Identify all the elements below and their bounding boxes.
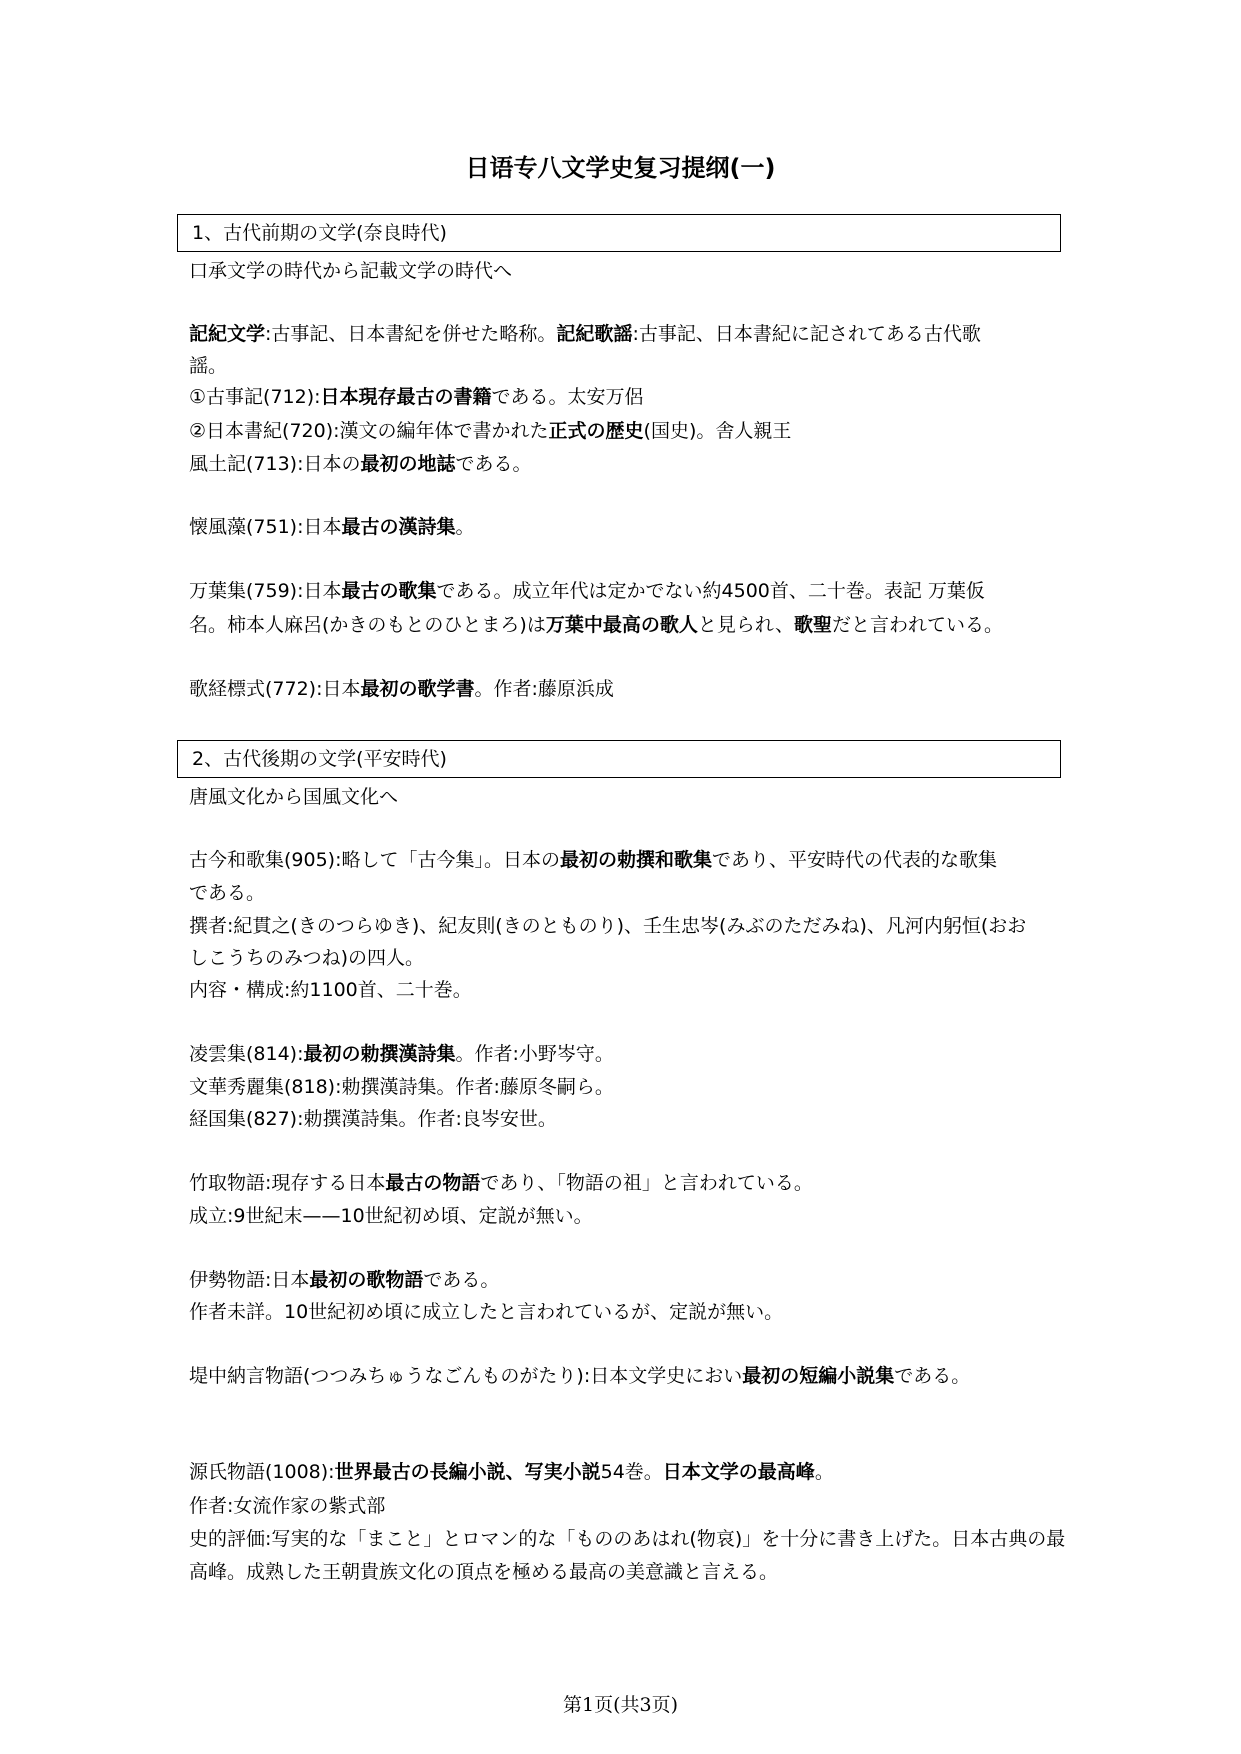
text-run: しこうちのみつね)の四人。 xyxy=(189,947,425,969)
bold-text-run: 歌聖 xyxy=(793,614,832,636)
text-line xyxy=(189,1494,385,1518)
text-run: 。作者:藤原浜成 xyxy=(474,678,614,700)
text-run: と見られ、 xyxy=(697,614,794,636)
text-line xyxy=(189,1268,499,1292)
text-line xyxy=(189,1364,970,1388)
bold-text-run: 最初の短編小説集 xyxy=(742,1365,895,1387)
bold-text-run: 最初の勅撰和歌集 xyxy=(560,849,713,871)
text-run: である。 xyxy=(455,453,532,475)
bold-text-run: 最初の歌物語 xyxy=(309,1269,424,1291)
text-run: 名。柿本人麻呂(かきのもとのひとまろ)は xyxy=(189,614,546,636)
bold-text-run: 最古の物語 xyxy=(385,1172,481,1194)
text-line xyxy=(189,419,791,443)
text-run: である。太安万侶 xyxy=(491,386,644,408)
text-run: 口承文学の時代から記載文学の時代へ xyxy=(189,260,513,282)
text-run: 内容・構成:約1100首、二十巻。 xyxy=(189,979,472,1001)
text-run: 成立:9世紀末——10世紀初め頃、定説が無い。 xyxy=(189,1205,593,1227)
text-run: 文華秀麗集(818):勅撰漢詩集。作者:藤原冬嗣ら。 xyxy=(189,1076,614,1098)
text-run: :古事記、日本書紀を併せた略称。 xyxy=(265,323,557,345)
text-run: ②日本書紀(720):漢文の編年体で書かれた xyxy=(189,420,549,442)
text-line xyxy=(189,613,1003,637)
text-line xyxy=(189,978,472,1002)
text-line xyxy=(189,259,512,283)
text-line xyxy=(189,848,997,872)
bold-text-run: 日本現存最古の書籍 xyxy=(320,386,492,408)
text-line xyxy=(189,1171,813,1195)
text-run: ①古事記(712): xyxy=(189,386,321,408)
text-run: 唐風文化から国風文化へ xyxy=(189,786,399,808)
text-line xyxy=(189,1107,557,1131)
text-run: 作者:女流作家の紫式部 xyxy=(189,1495,386,1517)
page-footer: 第1页(共3页) xyxy=(562,1694,678,1716)
text-line xyxy=(189,385,644,409)
bold-text-run: 最初の地誌 xyxy=(360,453,456,475)
bold-text-run: 記紀歌謡 xyxy=(556,323,633,345)
bold-text-run: 最初の歌学書 xyxy=(360,678,475,700)
text-line xyxy=(189,1300,783,1324)
text-run: 謡。 xyxy=(189,355,228,377)
bold-text-run: 万葉中最高の歌人 xyxy=(545,614,698,636)
text-line xyxy=(189,881,265,905)
text-run: 。 xyxy=(814,1461,834,1483)
text-run: 54巻。 xyxy=(600,1461,663,1483)
page-title: 日语专八文学史复习提纲(一) xyxy=(465,154,776,182)
text-run: 竹取物語:現存する日本 xyxy=(189,1172,386,1194)
text-run: 伊勢物語:日本 xyxy=(189,1269,310,1291)
text-line xyxy=(189,322,981,346)
text-run: 懐風藻(751):日本 xyxy=(189,516,342,538)
text-run: 史的評価:写実的な「まこと」とロマン的な「もののあはれ(物哀)」を十分に書き上げた。日本古典の最 xyxy=(189,1528,1066,1550)
text-run: であり、「物語の祖」と言われている。 xyxy=(480,1172,813,1194)
text-line xyxy=(189,1560,778,1584)
text-run: 古今和歌集(905):略して「古今集」。日本の xyxy=(189,849,560,871)
text-run: だと言われている。 xyxy=(832,614,1004,636)
text-line xyxy=(189,1042,614,1066)
bold-text-run: 世界最古の長編小説、写実小説 xyxy=(334,1461,601,1483)
bold-text-run: 最古の漢詩集 xyxy=(341,516,456,538)
text-run: 。作者:小野岑守。 xyxy=(455,1043,614,1065)
bold-text-run: 記紀文学 xyxy=(189,323,266,345)
text-run: 万葉集(759):日本 xyxy=(189,580,342,602)
bold-text-run: 最初の勅撰漢詩集 xyxy=(303,1043,456,1065)
text-run: 高峰。成熟した王朝貴族文化の頂点を極める最高の美意識と言える。 xyxy=(189,1561,779,1583)
bold-text-run: 日本文学の最高峰 xyxy=(662,1461,815,1483)
text-run: :古事記、日本書紀に記されてある古代歌 xyxy=(632,323,981,345)
text-line xyxy=(189,785,398,809)
text-line xyxy=(189,354,227,378)
text-line xyxy=(189,914,1026,938)
bold-text-run: 正式の歴史 xyxy=(548,420,644,442)
text-run: 作者未詳。10世紀初め頃に成立したと言われているが、定説が無い。 xyxy=(189,1301,784,1323)
text-run: であり、平安時代の代表的な歌集 xyxy=(712,849,998,871)
text-line xyxy=(189,515,475,539)
text-line xyxy=(189,677,614,701)
text-run: 経国集(827):勅撰漢詩集。作者:良岑安世。 xyxy=(189,1108,557,1130)
section-heading-2: 2、古代後期の文学(平安時代) xyxy=(177,740,1061,778)
text-run: 源氏物語(1008): xyxy=(189,1461,335,1483)
text-run: 。 xyxy=(455,516,475,538)
bold-text-run: 最古の歌集 xyxy=(341,580,437,602)
section-heading-1: 1、古代前期の文学(奈良時代) xyxy=(177,214,1061,252)
text-run: 凌雲集(814): xyxy=(189,1043,304,1065)
text-run: である。 xyxy=(894,1365,971,1387)
text-run: (国史)。舎人親王 xyxy=(643,420,792,442)
text-run: 歌経標式(772):日本 xyxy=(189,678,361,700)
text-line xyxy=(189,946,424,970)
text-run: である。成立年代は定かでない約4500首、二十巻。表記 万葉仮 xyxy=(436,580,985,602)
text-run: である。 xyxy=(189,882,266,904)
text-line xyxy=(189,1204,593,1228)
text-line xyxy=(189,452,532,476)
text-line xyxy=(189,1460,834,1484)
text-run: 堤中納言物語(つつみちゅうなごんものがたり):日本文学史におい xyxy=(189,1365,743,1387)
text-run: 風土記(713):日本の xyxy=(189,453,361,475)
text-line xyxy=(189,1527,1065,1551)
text-run: である。 xyxy=(423,1269,500,1291)
text-run: 撰者:紀貫之(きのつらゆき)、紀友則(きのとものり)、壬生忠岑(みぶのただみね)、凡河内躬恒(おお xyxy=(189,915,1027,937)
text-line xyxy=(189,579,985,603)
text-line xyxy=(189,1075,614,1099)
